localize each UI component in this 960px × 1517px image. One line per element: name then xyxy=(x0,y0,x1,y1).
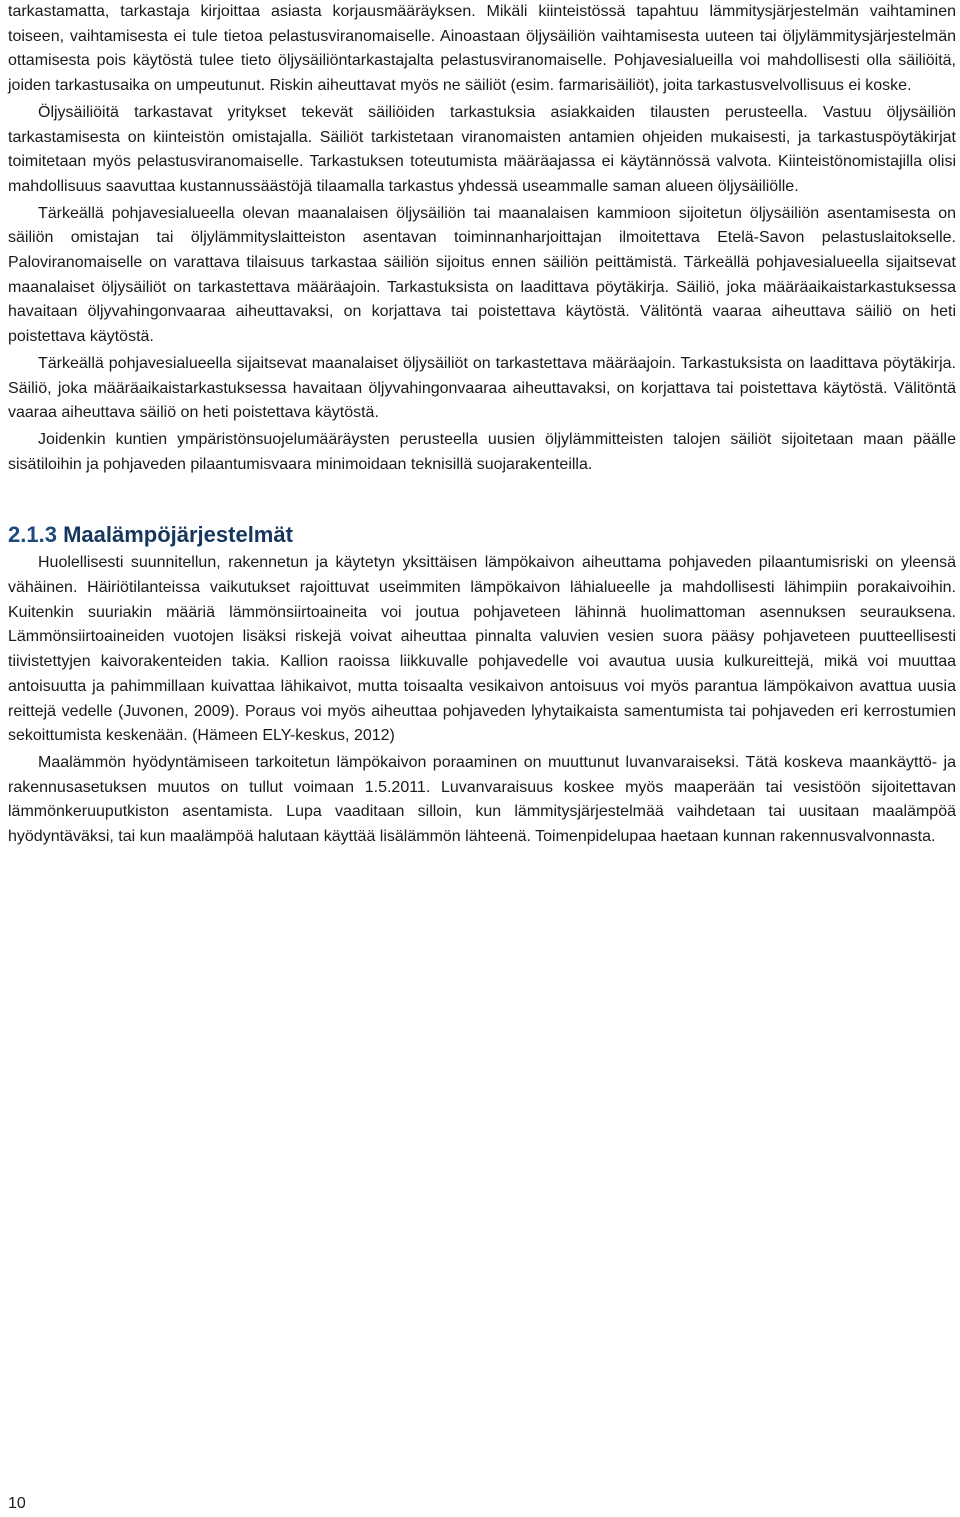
paragraph: Tärkeällä pohjavesialueella olevan maanalaisen öljysäiliön tai maanalaisen kammioon sijoitetun öljysäiliön asentamisesta on säiliön omistajan tai öljylämmityslaitteiston asentavan toiminnanharjoittajan ilmoitettava Etelä-Savon pelastuslaitokselle. Paloviranomaiselle on varattava tilaisuus tarkastaa säiliön sijoitus ennen säiliön peittämistä. Tärkeällä pohjavesialueella sijaitsevat maanalaiset öljysäiliöt on tarkastettava määräajoin. Tarkastuksista on laadittava pöytäkirja. Säiliö, joka määräaikaistarkastuksessa havaitaan öljyvahingonvaaraa aiheuttavaksi, on korjattava tai poistettava käytöstä. Välitöntä vaaraa aiheuttava säiliö on heti poistettava käytöstä. xyxy=(8,204,956,346)
paragraph: Maalämmön hyödyntämiseen tarkoitetun lämpökaivon poraaminen on muuttunut luvanvaraiseksi. Tätä koskeva maankäyttö- ja rakennusasetuksen muutos on tullut voimaan 1.5.2011. Luvanvaraisuus koskee myös maaperään tai vesistöön sijoitettavan lämmönkeruuputkiston asentamista. Lupa vaaditaan silloin, kun lämmitysjärjestelmää vaihdetaan tai uusitaan maalämpöä hyödyntäväksi, tai kun maalämpöä halutaan käyttää lisälämmön lähteenä. Toimenpidelupaa haetaan kunnan rakennusvalvonnasta. xyxy=(8,753,956,846)
paragraph: Öljysäiliöitä tarkastavat yritykset tekevät säiliöiden tarkastuksia asiakkaiden tilausten perusteella. Vastuu öljysäiliön tarkastamisesta on kiinteistön omistajalla. Säiliöt tarkistetaan viranomaisten antamien ohjeiden mukaisesti, ja tarkastuspöytäkirjat toimitetaan myös pelastusviranomaiselle. Tarkastuksen toteutumista määräajassa ei käytännössä valvota. Kiinteistönomistajilla olisi mahdollisuus saavuttaa kustannussäästöjä tilaamalla tarkastus yhdessä useammalle saman alueen öljysäiliölle. xyxy=(8,103,956,195)
paragraph: Tärkeällä pohjavesialueella sijaitsevat maanalaiset öljysäiliöt on tarkastettava määräajoin. Tarkastuksista on laadittava pöytäkirja. Säiliö, joka määräaikaistarkastuksessa havaitaan öljyvahingonvaaraa aiheuttavaksi, on korjattava tai poistettava käytöstä. Välitöntä vaaraa aiheuttava säiliö on heti poistettava käytöstä. xyxy=(8,354,956,422)
document-page xyxy=(8,0,956,850)
section-number: 2.1.3 xyxy=(8,522,57,548)
paragraph: tarkastamatta, tarkastaja kirjoittaa asiasta korjausmääräyksen. Mikäli kiinteistössä tapahtuu lämmitysjärjestelmän vaihtaminen toiseen, vaihtamisesta ei tule tietoa pelastusviranomaiselle. Ainoastaan öljysäiliön vaihtamisesta uuteen tai öljylämmitysjärjestelmän ottamisesta pois käytöstä tulee tieto öljysäiliöntarkastajalta pelastusviranomaiselle. Pohjavesialueilla voi mahdollisesti olla säiliöitä, joiden tarkastusaika on umpeutunut. Riskin aiheuttavat myös ne säiliöt (esim. farmarisäiliöt), joita tarkastusvelvollisuus ei koske. xyxy=(8,3,956,95)
section-title: Maalämpöjärjestelmät xyxy=(63,522,293,548)
section-heading xyxy=(8,521,956,549)
paragraph: Huolellisesti suunnitellun, rakennetun ja käytetyn yksittäisen lämpökaivon aiheuttama pohjaveden pilaantumisriski on yleensä vähäinen. Häiriötilanteissa vaikutukset rajoittuvat useimmiten lämpökaivon lähialueelle ja mahdollisesti lähimpiin porakaivoihin. Kuitenkin suuriakin määriä lämmönsiirtoaineita voi joutua pohjaveteen lähinnä huolimattoman asennuksen seurauksena. Lämmönsiirtoaineiden vuotojen lisäksi riskejä voivat aiheuttaa pinnalta valuvien vesien suora pääsy pohjaveteen puutteellisesti tiivistettyjen kaivorakenteiden takia. Kallion raoissa liikkuvalle pohjavedelle voi avautua uusia kulkureittejä, mikä voi muuttaa antoisuutta ja pahimmillaan kuivattaa lähikaivot, mutta toisaalta vesikaivon antoisuus voi myös parantua lämpökaivon avattua uusia reittejä vedelle (Juvonen, 2009). Poraus voi myös aiheuttaa pohjaveden lyhytaikaista samentumista tai pohjaveden eri kerrostumien sekoittumista keskenään. (Hämeen ELY-keskus, 2012) xyxy=(8,554,956,745)
page-number: 10 xyxy=(8,1495,26,1512)
paragraph: Joidenkin kuntien ympäristönsuojelumääräysten perusteella uusien öljylämmitteisten talojen säiliöt sijoitetaan maan päälle sisätiloihin ja pohjaveden pilaantumisvaara minimoidaan teknisillä suojarakenteilla. xyxy=(8,430,956,473)
